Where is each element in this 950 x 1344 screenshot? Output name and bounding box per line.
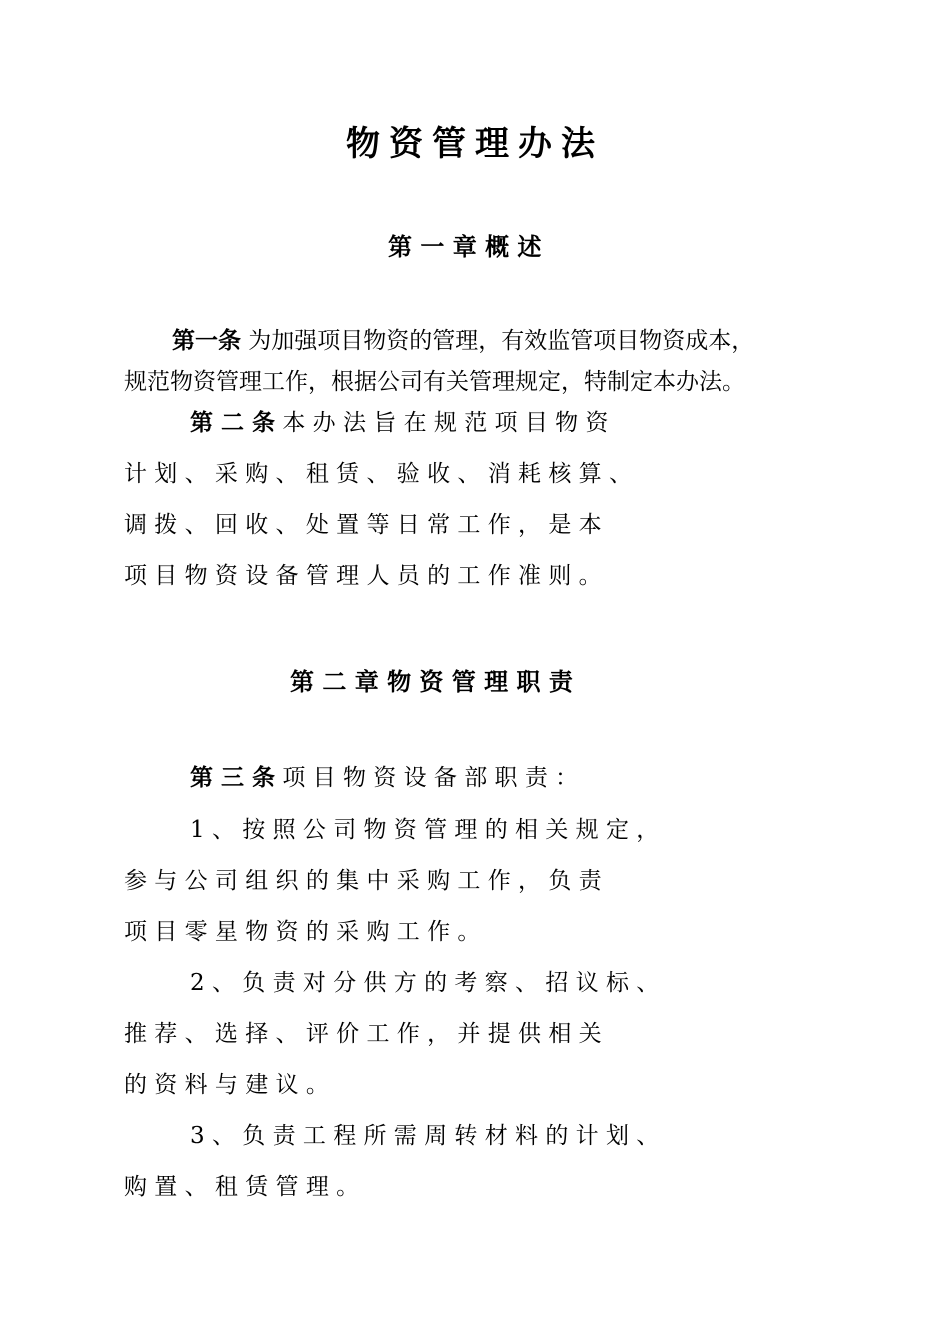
chapter-2-heading: 第 二 章 物 资 管 理 职 责 — [290, 668, 573, 696]
article-2-line-3: 调 拨 、 回 收 、 处 置 等 日 常 工 作 ， 是 本 — [124, 512, 602, 538]
article-2-line-4: 项 目 物 资 设 备 管 理 人 员 的 工 作 准 则 。 — [124, 563, 602, 589]
item-1-line-2: 参 与 公 司 组 织 的 集 中 采 购 工 作 ， 负 责 — [124, 868, 602, 894]
article-3-title: 项 目 物 资 设 备 部 职 责 ： — [275, 765, 579, 791]
item-2-line-1: 2 、 负 责 对 分 供 方 的 考 察 、 招 议 标 、 — [190, 970, 660, 996]
article-3-label: 第 三 条 — [190, 765, 276, 791]
article-1-line-1 — [172, 326, 754, 356]
item-1-line-3: 项 目 零 星 物 资 的 采 购 工 作 。 — [124, 919, 481, 945]
article-2-line-1 — [190, 408, 608, 438]
document-title: 物资管理办法 — [346, 124, 604, 164]
item-2-line-2: 推 荐 、 选 择 、 评 价 工 作 ， 并 提 供 相 关 — [124, 1021, 602, 1047]
article-2-line-2: 计 划 、 采 购 、 租 赁 、 验 收 、 消 耗 核 算 、 — [124, 461, 632, 487]
article-2-text-1: 本 办 法 旨 在 规 范 项 目 物 资 — [275, 410, 609, 436]
article-1-text-1: 为加强项目物资的管理，有效监管项目物资成本， — [241, 328, 755, 354]
article-2-label: 第 二 条 — [190, 410, 276, 436]
item-2-line-3: 的 资 料 与 建 议 。 — [124, 1072, 329, 1098]
item-3-line-2: 购 置 、 租 赁 管 理 。 — [124, 1174, 360, 1200]
article-3-heading — [190, 763, 578, 793]
article-1-line-2: 规范物资管理工作，根据公司有关管理规定，特制定本办法。 — [124, 369, 745, 395]
item-1-line-1: 1 、 按 照 公 司 物 资 管 理 的 相 关 规 定 ， — [190, 817, 660, 843]
chapter-1-heading: 第 一 章 概 述 — [388, 233, 542, 261]
item-3-line-1: 3 、 负 责 工 程 所 需 周 转 材 料 的 计 划 、 — [190, 1123, 660, 1149]
article-1-label: 第一条 — [172, 328, 241, 354]
